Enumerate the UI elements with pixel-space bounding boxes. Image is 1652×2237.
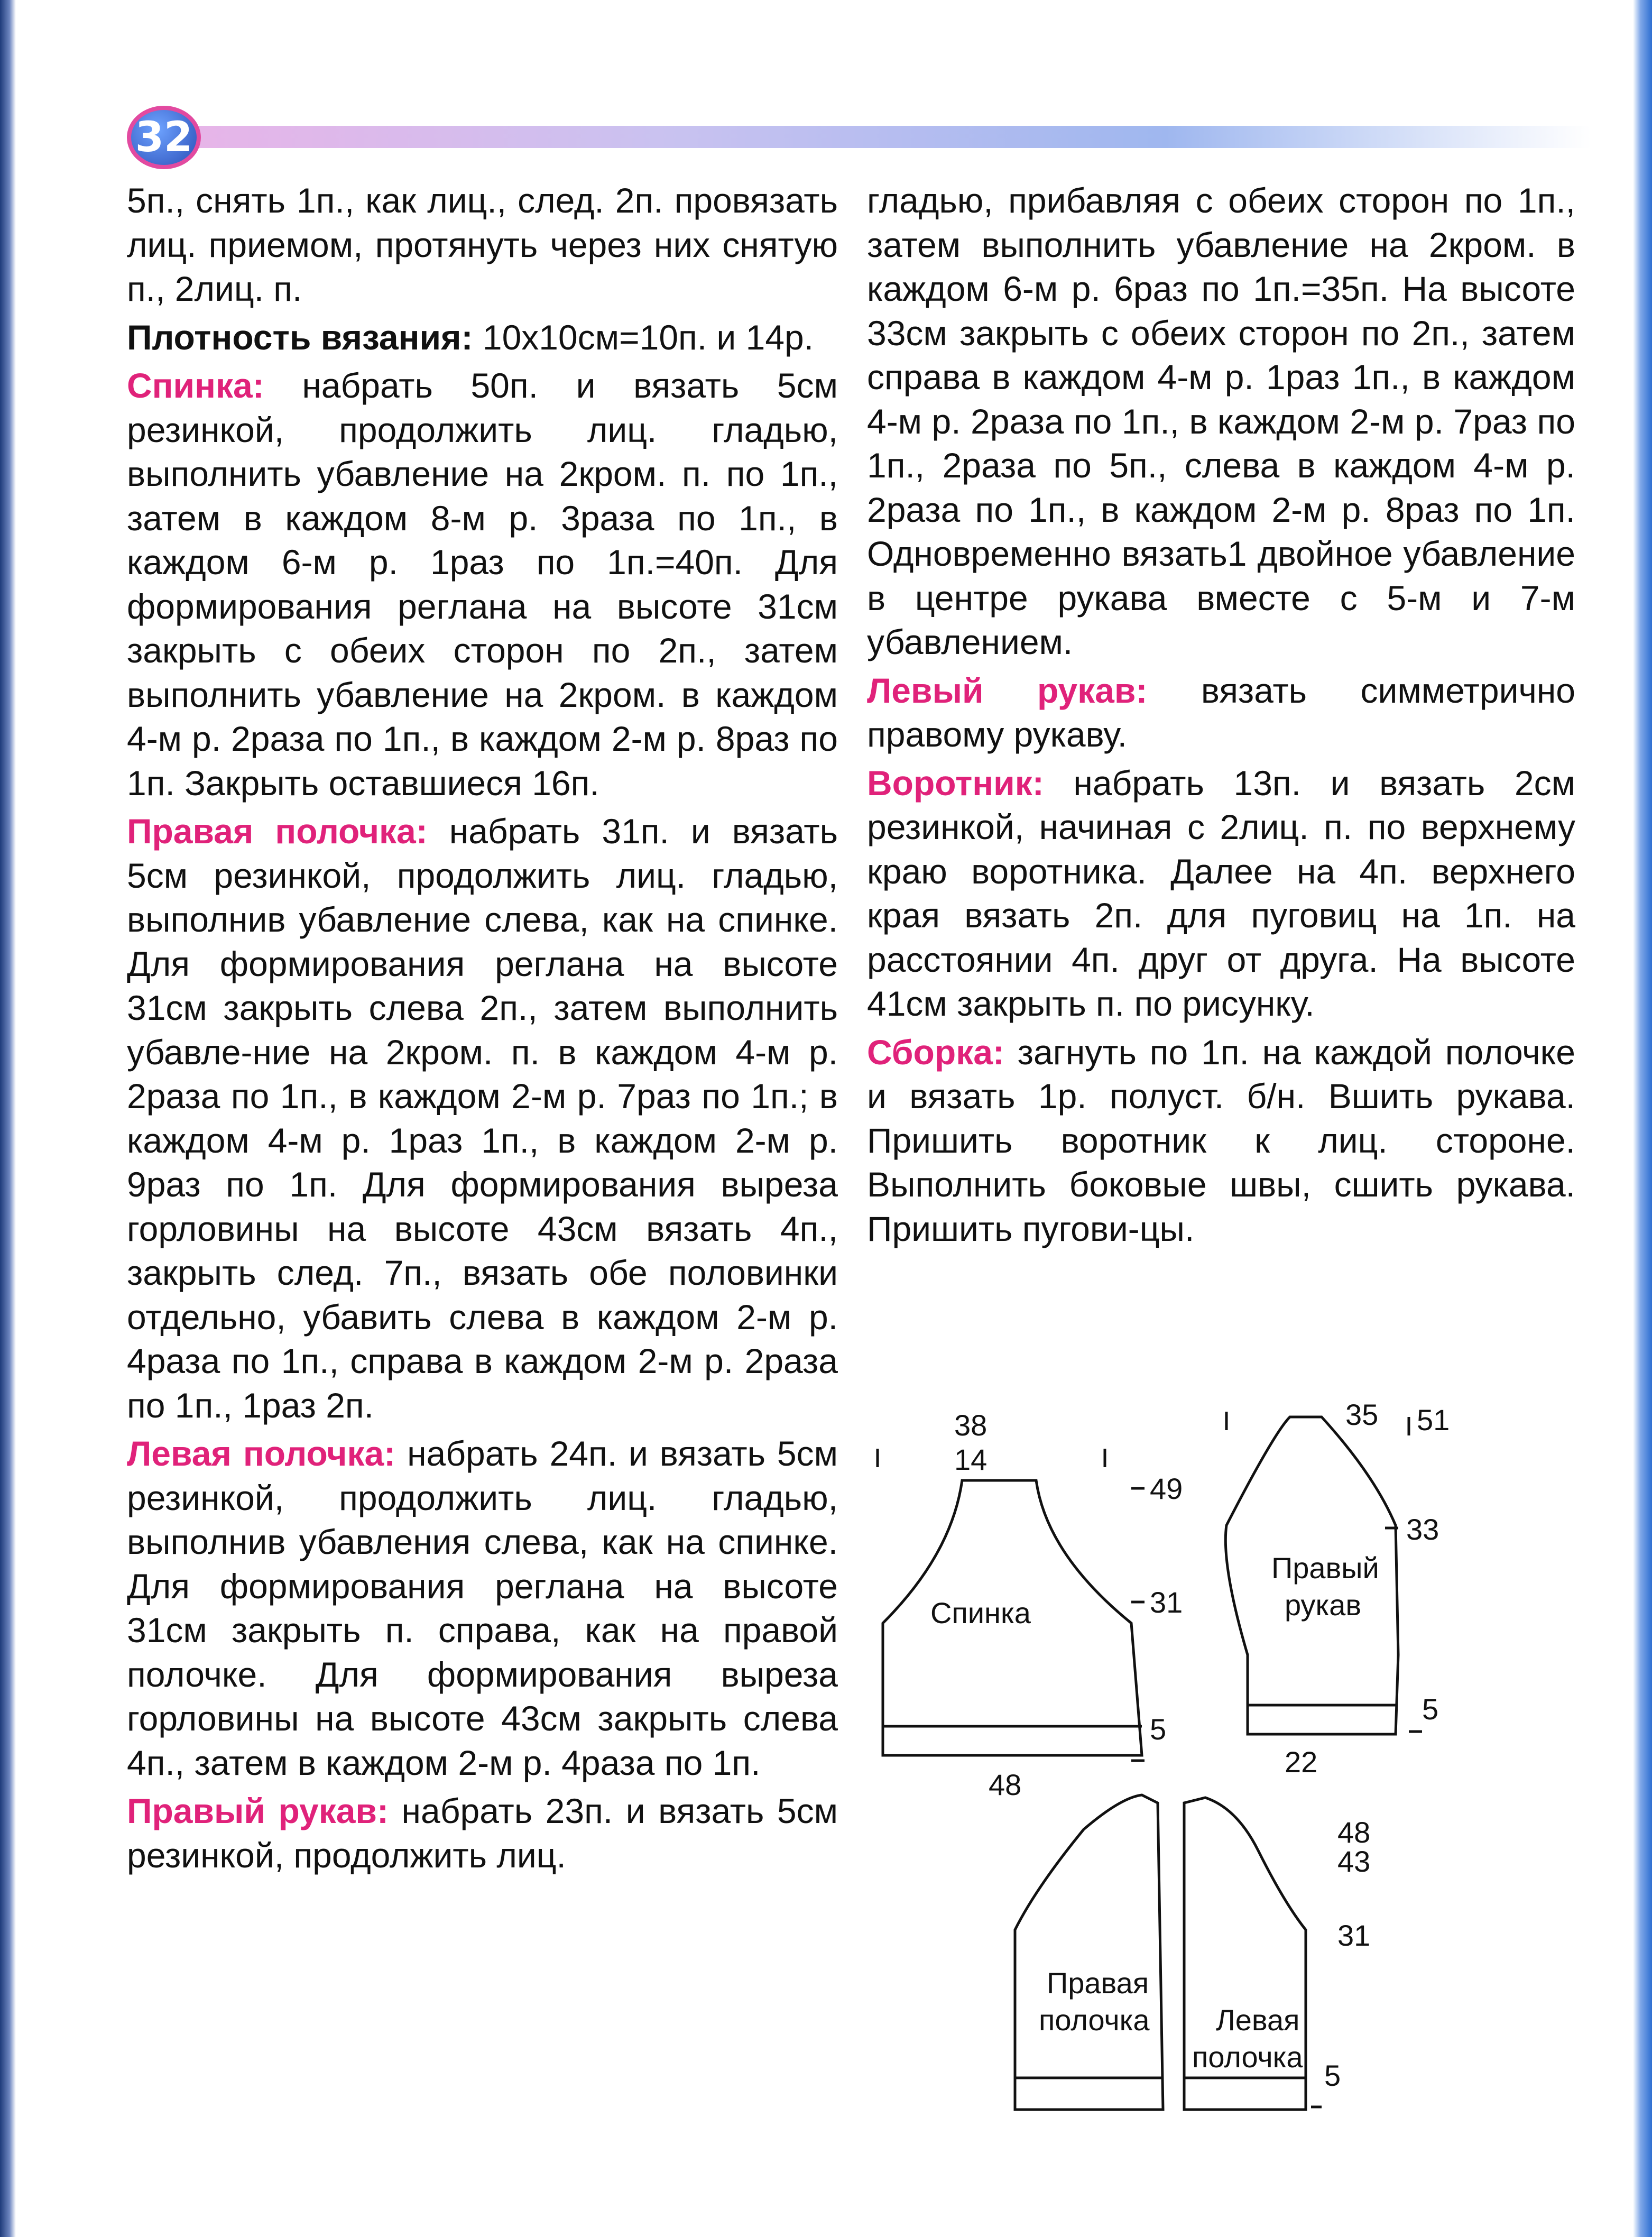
assembly-text: загнуть по 1п. на каждой полочке и вязать 1р. полуст. б/н. Вшить рукава. Пришить воротник к лиц. стороне. Выполнить боковые швы, сшить рукава. Пришить пугови-цы.	[867, 1032, 1575, 1248]
collar-text: набрать 13п. и вязать 2см резинкой, начиная с 2лиц. п. по верхнему краю воротника. Далее на 4п. верхнего края вязать 2п. для пуговиц на 1п. на расстоянии 4п. друг от друга. На высоте 41см закрыть п. по рисунку.	[867, 763, 1575, 1023]
header-band	[174, 126, 1591, 148]
right-front-paragraph	[127, 809, 838, 1428]
assembly-heading: Сборка:	[867, 1032, 1004, 1072]
right-front-text: набрать 31п. и вязать 5см резинкой, продолжить лиц. гладью, выполнив убавление слева, как на спинке. Для формирования реглана на высоте 31см закрыть слева 2п., затем выполнить убавле-ние на 2кром. п. в каждом 4-м р. 2раза по 1п., в каждом 2-м р. 7раз по 1п.; в каждом 4-м р. 1раз 1п., в каждом 2-м р. 9раз по 1п. Для формирования выреза горловины на высоте 43см вязать 4п., закрыть след. 7п., вязать обе половинки отдельно, убавить слева в каждом 2-м р. 4раза по 1п., справа в каждом 2-м р. 2раза по 1п., 1раз 2п.	[127, 812, 838, 1425]
sleeve-dim-22: 22	[1285, 1745, 1318, 1779]
left-front-text: набрать 24п. и вязать 5см резинкой, продолжить лиц. гладью, выполнив убавления слева, как на спинке. Для формирования реглана на высоте 31см закрыть п. справа, как на правой полочке. Для формирования выреза горловины на высоте 43см закрыть слева 4п., затем в каждом 2-м р. 4раза по 1п.	[127, 1434, 838, 1782]
sleeve-continued-paragraph: гладью, прибавляя с обеих сторон по 1п., затем выполнить убавление на 2кром. в каждом 6-м р. 6раз по 1п.=35п. На высоте 33см закрыть с обеих сторон по 2п., затем справа в каждом 4-м р. 1раз 1п., в каждом 4-м р. 2раза по 1п., в каждом 2-м р. 7раз по 1п., 2раза по 5п., слева в каждом 4-м р. 2раза по 1п., в каждом 2-м р. 8раз по 1п. Одновременно вязать1 двойное убавление в центре рукава вместе с 5-м и 7-м убавлением.	[867, 181, 1575, 661]
sleeve-dim-35: 35	[1345, 1398, 1379, 1431]
back-label: Спинка	[930, 1596, 1031, 1630]
right-sleeve-text: набрать 23п. и вязать 5см резинкой, продолжить лиц.	[127, 1791, 838, 1875]
pattern-svg	[856, 1396, 1586, 2147]
back-heading: Спинка:	[127, 366, 264, 405]
front-dim-43: 43	[1337, 1845, 1371, 1878]
sleeve-dim-5: 5	[1422, 1692, 1439, 1726]
right-front-outline	[1015, 1795, 1163, 2110]
left-column	[127, 179, 838, 1882]
back-text: набрать 50п. и вязать 5см резинкой, продолжить лиц. гладью, выполнить убавление на 2кром. п. по 1п., затем в каждом 8-м р. 3раза по 1п., в каждом 6-м р. 1раз по 1п.=40п. Для формирования реглана на высоте 31см закрыть с обеих сторон по 2п., затем выполнить убавление на 2кром. в каждом 4-м р. 2раза по 1п., в каждом 2-м р. 8раз по 1п. Закрыть оставшиеся 16п.	[127, 366, 838, 803]
back-dim-5: 5	[1150, 1713, 1167, 1746]
density-label: Плотность вязания:	[127, 317, 473, 357]
left-sleeve-heading: Левый рукав:	[867, 670, 1148, 710]
left-sleeve-text: вязать симметрично правому рукаву.	[867, 670, 1575, 754]
density-paragraph	[127, 316, 838, 360]
back-dim-31: 31	[1150, 1586, 1183, 1619]
collar-heading: Воротник:	[867, 763, 1044, 803]
left-sleeve-paragraph	[867, 669, 1575, 757]
back-dim-49: 49	[1150, 1472, 1183, 1505]
front-dim-48: 48	[1337, 1816, 1371, 1849]
left-front-paragraph	[127, 1432, 838, 1785]
sleeve-label-line1: Правый	[1271, 1551, 1379, 1585]
back-dim-14: 14	[954, 1443, 987, 1476]
right-front-label-line2: полочка	[1039, 2003, 1150, 2037]
intro-paragraph: 5п., снять 1п., как лиц., след. 2п. провязать лиц. приемом, протянуть через них снятую п., 2лиц. п.	[127, 181, 838, 308]
right-front-label-line1: Правая	[1047, 1966, 1149, 2000]
page-number: 32	[135, 114, 193, 161]
sleeve-dim-33: 33	[1406, 1513, 1439, 1546]
right-sleeve-paragraph	[127, 1789, 838, 1877]
page-number-badge	[127, 106, 201, 169]
front-dim-31: 31	[1337, 1919, 1371, 1952]
left-front-label-line1: Левая	[1216, 2003, 1300, 2037]
density-text: 10х10см=10п. и 14р.	[473, 317, 814, 357]
right-sleeve-heading: Правый рукав:	[127, 1791, 389, 1830]
assembly-paragraph	[867, 1030, 1575, 1251]
back-paragraph	[127, 364, 838, 805]
left-front-heading: Левая полочка:	[127, 1434, 396, 1473]
collar-paragraph	[867, 761, 1575, 1026]
pattern-diagrams	[856, 1396, 1586, 2147]
back-dim-38: 38	[954, 1409, 987, 1442]
back-dim-48: 48	[989, 1768, 1022, 1801]
sleeve-dim-51: 51	[1417, 1403, 1450, 1437]
front-dim-5: 5	[1324, 2059, 1341, 2092]
binding-edge-left	[0, 0, 16, 2237]
sleeve-label-line2: рукав	[1285, 1588, 1362, 1622]
left-front-label-line2: полочка	[1192, 2040, 1303, 2074]
right-column	[867, 179, 1575, 1255]
right-front-heading: Правая полочка:	[127, 812, 428, 851]
binding-edge-right	[1633, 0, 1652, 2237]
